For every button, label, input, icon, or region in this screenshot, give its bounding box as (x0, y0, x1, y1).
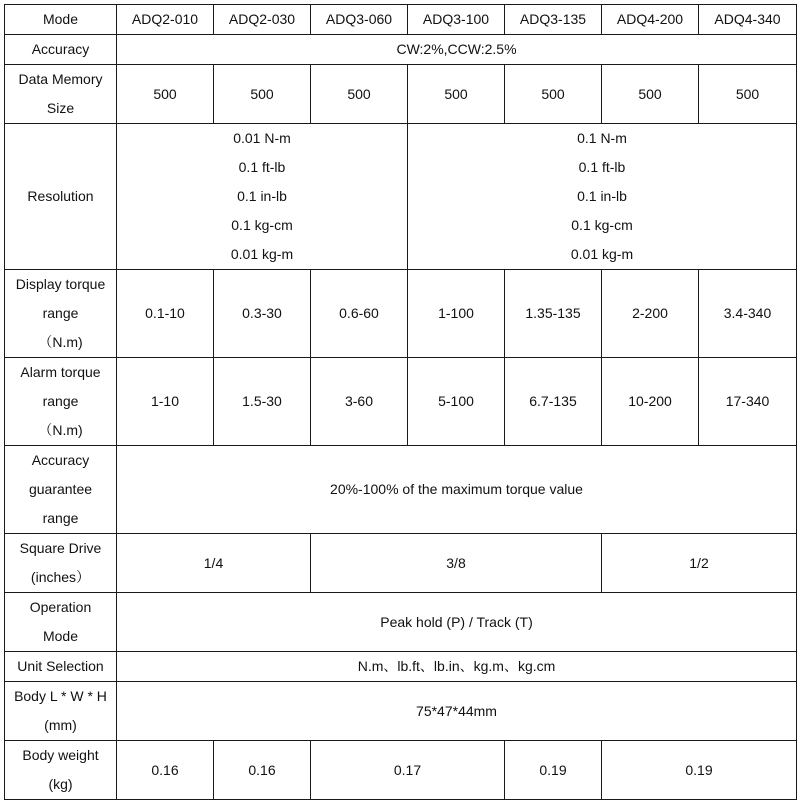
label-line: Mode (42, 628, 79, 644)
resolution-line: 0.1 N-m (577, 130, 627, 146)
accuracy-guarantee-label (5, 446, 117, 534)
resolution-line: 0.1 kg-cm (571, 217, 633, 233)
body-weight-value: 0.16 (214, 741, 311, 800)
mode-label: Mode (5, 5, 117, 35)
row-body-dims (5, 682, 797, 741)
model-cell: ADQ3-060 (311, 5, 408, 35)
label-line: （N.m) (38, 422, 83, 438)
row-alarm-torque (5, 358, 797, 446)
square-drive-value: 1/2 (602, 534, 797, 593)
model-cell: ADQ3-135 (505, 5, 602, 35)
resolution-line: 0.1 in-lb (577, 188, 627, 204)
label-line: Body L * W * H (14, 688, 107, 704)
display-torque-value: 2-200 (602, 270, 699, 358)
row-display-torque (5, 270, 797, 358)
display-torque-value: 3.4-340 (699, 270, 797, 358)
model-cell: ADQ2-010 (117, 5, 214, 35)
unit-selection-value: N.m、lb.ft、lb.in、kg.m、kg.cm (117, 652, 797, 682)
unit-selection-label: Unit Selection (5, 652, 117, 682)
body-weight-value: 0.19 (602, 741, 797, 800)
operation-mode-value: Peak hold (P) / Track (T) (117, 593, 797, 652)
square-drive-label (5, 534, 117, 593)
row-resolution (5, 124, 797, 270)
accuracy-value: CW:2%,CCW:2.5% (117, 35, 797, 65)
accuracy-label: Accuracy (5, 35, 117, 65)
model-cell: ADQ3-100 (408, 5, 505, 35)
body-weight-value: 0.17 (311, 741, 505, 800)
body-dims-value: 75*47*44mm (117, 682, 797, 741)
row-accuracy-guarantee (5, 446, 797, 534)
alarm-torque-value: 17-340 (699, 358, 797, 446)
display-torque-value: 1-100 (408, 270, 505, 358)
row-body-weight (5, 741, 797, 800)
resolution-group-a (117, 124, 408, 270)
label-line: Square Drive (19, 540, 102, 556)
alarm-torque-value: 5-100 (408, 358, 505, 446)
label-line: Data Memory (18, 71, 103, 87)
label-line: range (42, 510, 79, 526)
resolution-line: 0.1 in-lb (237, 188, 287, 204)
row-accuracy (5, 35, 797, 65)
square-drive-value: 1/4 (117, 534, 311, 593)
data-memory-label (5, 65, 117, 124)
resolution-label: Resolution (5, 124, 117, 270)
label-line: guarantee (28, 481, 93, 497)
spec-table (4, 4, 797, 800)
label-line: （N.m) (38, 334, 83, 350)
label-line: Alarm torque (20, 364, 101, 380)
body-dims-label (5, 682, 117, 741)
label-line: Accuracy (31, 452, 90, 468)
alarm-torque-label (5, 358, 117, 446)
model-cell: ADQ4-200 (602, 5, 699, 35)
row-square-drive (5, 534, 797, 593)
display-torque-value: 0.6-60 (311, 270, 408, 358)
data-memory-value: 500 (505, 65, 602, 124)
resolution-line: 0.1 ft-lb (238, 159, 286, 175)
label-line: Body weight (22, 747, 99, 763)
alarm-torque-value: 10-200 (602, 358, 699, 446)
resolution-line: 0.01 N-m (233, 130, 291, 146)
resolution-line: 0.01 kg-m (230, 246, 294, 262)
row-unit-selection (5, 652, 797, 682)
label-line: (inches） (30, 569, 91, 585)
data-memory-value: 500 (699, 65, 797, 124)
label-line: Display torque (15, 276, 106, 292)
row-data-memory (5, 65, 797, 124)
label-line: Size (46, 100, 75, 116)
model-cell: ADQ4-340 (699, 5, 797, 35)
alarm-torque-value: 6.7-135 (505, 358, 602, 446)
data-memory-value: 500 (117, 65, 214, 124)
data-memory-value: 500 (214, 65, 311, 124)
resolution-group-b (408, 124, 797, 270)
row-mode (5, 5, 797, 35)
model-cell: ADQ2-030 (214, 5, 311, 35)
label-line: range (42, 305, 79, 321)
data-memory-value: 500 (311, 65, 408, 124)
alarm-torque-value: 1-10 (117, 358, 214, 446)
accuracy-guarantee-value: 20%-100% of the maximum torque value (117, 446, 797, 534)
display-torque-label (5, 270, 117, 358)
resolution-line: 0.1 ft-lb (578, 159, 626, 175)
body-weight-label (5, 741, 117, 800)
display-torque-value: 0.1-10 (117, 270, 214, 358)
alarm-torque-value: 1.5-30 (214, 358, 311, 446)
data-memory-value: 500 (602, 65, 699, 124)
label-line: Operation (29, 599, 92, 615)
row-operation-mode (5, 593, 797, 652)
label-line: (kg) (48, 776, 73, 792)
square-drive-value: 3/8 (311, 534, 602, 593)
display-torque-value: 0.3-30 (214, 270, 311, 358)
label-line: (mm) (44, 717, 77, 733)
operation-mode-label (5, 593, 117, 652)
resolution-line: 0.01 kg-m (570, 246, 634, 262)
body-weight-value: 0.16 (117, 741, 214, 800)
data-memory-value: 500 (408, 65, 505, 124)
label-line: range (42, 393, 79, 409)
alarm-torque-value: 3-60 (311, 358, 408, 446)
resolution-line: 0.1 kg-cm (231, 217, 293, 233)
body-weight-value: 0.19 (505, 741, 602, 800)
display-torque-value: 1.35-135 (505, 270, 602, 358)
